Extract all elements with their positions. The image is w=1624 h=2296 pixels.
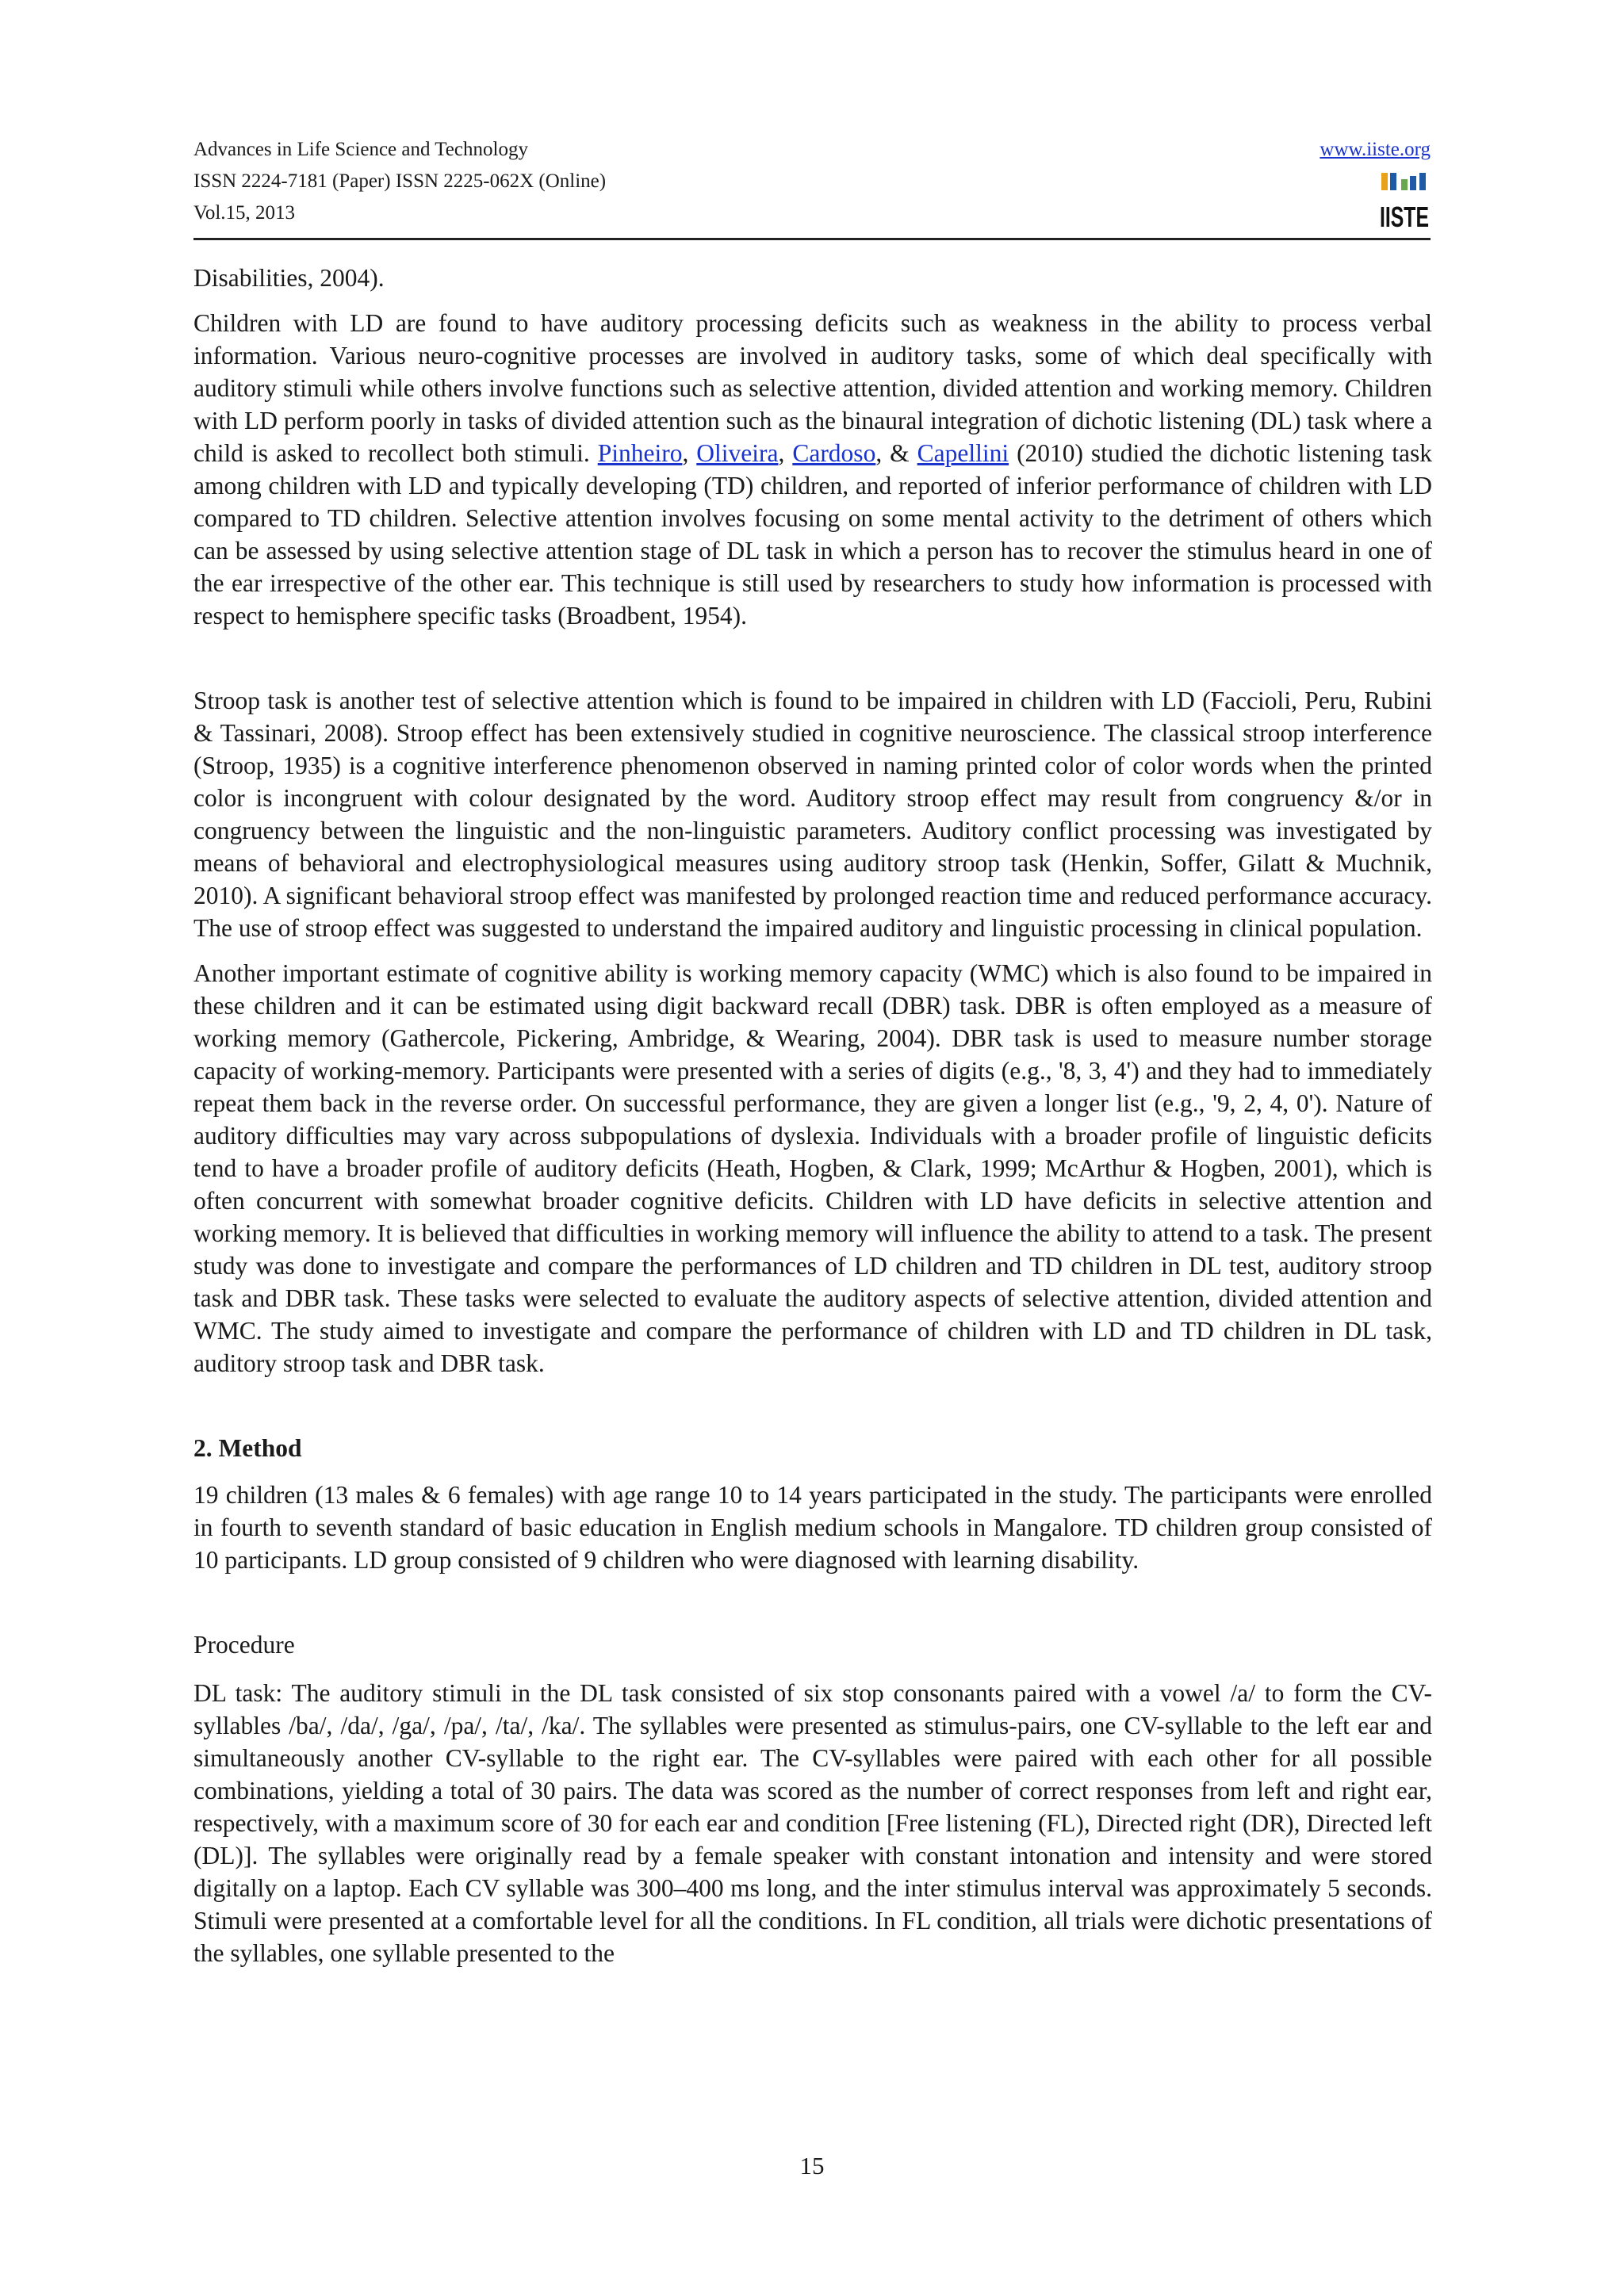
paragraph-stroop: Stroop task is another test of selective attention which is found to be impaired in children with LD (Faccioli, Peru, Rubini & Tassinari, 2008). Stroop effect has been extensively studied in cognitive neuroscience. The classical stroop interference (Stroop, 1935) is a cognitive interference phenomenon observed in naming printed color of color words when the printed color is incongruent with colour designated by the word. Auditory stroop effect may result from congruency &/or in congruency between the linguistic and the non-linguistic parameters. Auditory conflict processing was investigated by means of behavioral and electrophysiological measures using auditory stroop task (Henkin, Soffer, Gilatt & Muchnik, 2010). A significant behavioral stroop effect was manifested by prolonged reaction time and reduced performance accuracy. The use of stroop effect was suggested to understand the impaired auditory and linguistic processing in clinical population. <box>193 687 1432 942</box>
paragraph-text: (2010) studied the dichotic listening task among children with LD and typically developing (TD) children, and reported of inferior performance of children with LD compared to TD children. Selective attention involves focusing on some mental activity to the detriment of others which can be assessed by using selective attention stage of DL task in which a person has to recover the stimulus heard in one of the ear irrespective of the other ear. This technique is still used by researchers to study how information is processed with respect to hemisphere specific tasks (Broadbent, 1954). <box>193 439 1432 629</box>
page-header <box>193 133 1431 240</box>
journal-title: Advances in Life Science and Technology <box>193 139 528 160</box>
paragraph-text: Children with LD are found to have auditory processing deficits such as weakness in the ability to process verbal information. Various neuro-cognitive processes are involved in auditory tasks, some of which deal specifically with auditory stimuli while others involve functions such as selective attention, divided attention and working memory. Children with LD perform poorly in tasks of divided attention such as the binaural integration of dichotic listening (DL) task where a child is asked to recollect both stimuli. <box>193 309 1432 467</box>
body-text <box>193 262 1432 1969</box>
citation-link-pinheiro[interactable]: Pinheiro <box>597 439 683 467</box>
citation-link-oliveira[interactable]: Oliveira <box>696 439 779 467</box>
iiste-logo <box>1378 171 1431 233</box>
paragraph-participants: 19 children (13 males & 6 females) with age range 10 to 14 years participated in the study. The participants were enrolled in fourth to seventh standard of basic education in English medium schools in Mangalore. TD children group consisted of 10 participants. LD group consisted of 9 children who were diagnosed with learning disability. <box>193 1481 1432 1574</box>
separator: , <box>778 439 793 467</box>
logo-text: IISTE <box>1380 201 1429 233</box>
citation-link-capellini[interactable]: Capellini <box>917 439 1009 467</box>
section-heading-method: 2. Method <box>193 1434 302 1462</box>
journal-url-link[interactable]: www.iiste.org <box>1320 139 1431 160</box>
volume-line: Vol.15, 2013 <box>193 202 296 224</box>
logo-bar-1 <box>1381 173 1388 190</box>
paragraph-auditory-processing <box>193 307 1432 632</box>
page-number: 15 <box>799 2152 825 2179</box>
logo-bar-2 <box>1390 173 1396 190</box>
logo-bar-4 <box>1410 176 1416 190</box>
separator: , <box>682 439 697 467</box>
logo-bar-5 <box>1419 173 1426 190</box>
citation-link-cardoso[interactable]: Cardoso <box>792 439 876 467</box>
separator: , & <box>875 439 917 467</box>
paragraph-working-memory: Another important estimate of cognitive ability is working memory capacity (WMC) which is also found to be impaired in these children and it can be estimated using digit backward recall (DBR) task. DBR is often employed as a measure of working memory (Gathercole, Pickering, Ambridge, & Wearing, 2004). DBR task is used to measure number storage capacity of working-memory. Participants were presented with a series of digits (e.g., '8, 3, 4') and they had to immediately repeat them back in the reverse order. On successful performance, they are given a longer list (e.g., '9, 2, 4, 0'). Nature of auditory difficulties may vary across subpopulations of dyslexia. Individuals with a broader profile of linguistic deficits tend to have a broader profile of auditory deficits (Heath, Hogben, & Clark, 1999; McArthur & Hogben, 2001), which is often concurrent with somewhat broader cognitive deficits. Children with LD have deficits in selective attention and working memory. It is believed that difficulties in working memory will influence the ability to attend to a task. The present study was done to investigate and compare the performances of LD children and TD children in DL test, auditory stroop task and DBR task. These tasks were selected to evaluate the auditory aspects of selective attention, divided attention and WMC. The study aimed to investigate and compare the performance of children with LD and TD children in DL task, auditory stroop task and DBR task. <box>193 959 1432 1377</box>
paragraph-dl-task: DL task: The auditory stimuli in the DL task consisted of six stop consonants paired with a vowel /a/ to form the CV-syllables /ba/, /da/, /ga/, /pa/, /ta/, /ka/. The syllables were presented as stimulus-pairs, one CV-syllable to the left ear and simultaneously another CV-syllable to the right ear. The CV-syllables were paired with each other for all possible combinations, yielding a total of 30 pairs. The data was scored as the number of correct responses from left and right ear, respectively, with a maximum score of 30 for each ear and condition [Free listening (FL), Directed right (DR), Directed left (DL)]. The syllables were originally read by a female speaker with constant intonation and intensity and were stored digitally on a laptop. Each CV syllable was 300–400 ms long, and the inter stimulus interval was approximately 5 seconds. Stimuli were presented at a comfortable level for all the conditions. In FL condition, all trials were dichotic presentations of the syllables, one syllable presented to the <box>193 1679 1432 1967</box>
issn-line: ISSN 2224-7181 (Paper) ISSN 2225-062X (Online) <box>193 170 607 192</box>
subheading-procedure: Procedure <box>193 1631 295 1659</box>
paragraph-continuation: Disabilities, 2004). <box>193 264 385 292</box>
logo-bar-3 <box>1401 179 1408 190</box>
